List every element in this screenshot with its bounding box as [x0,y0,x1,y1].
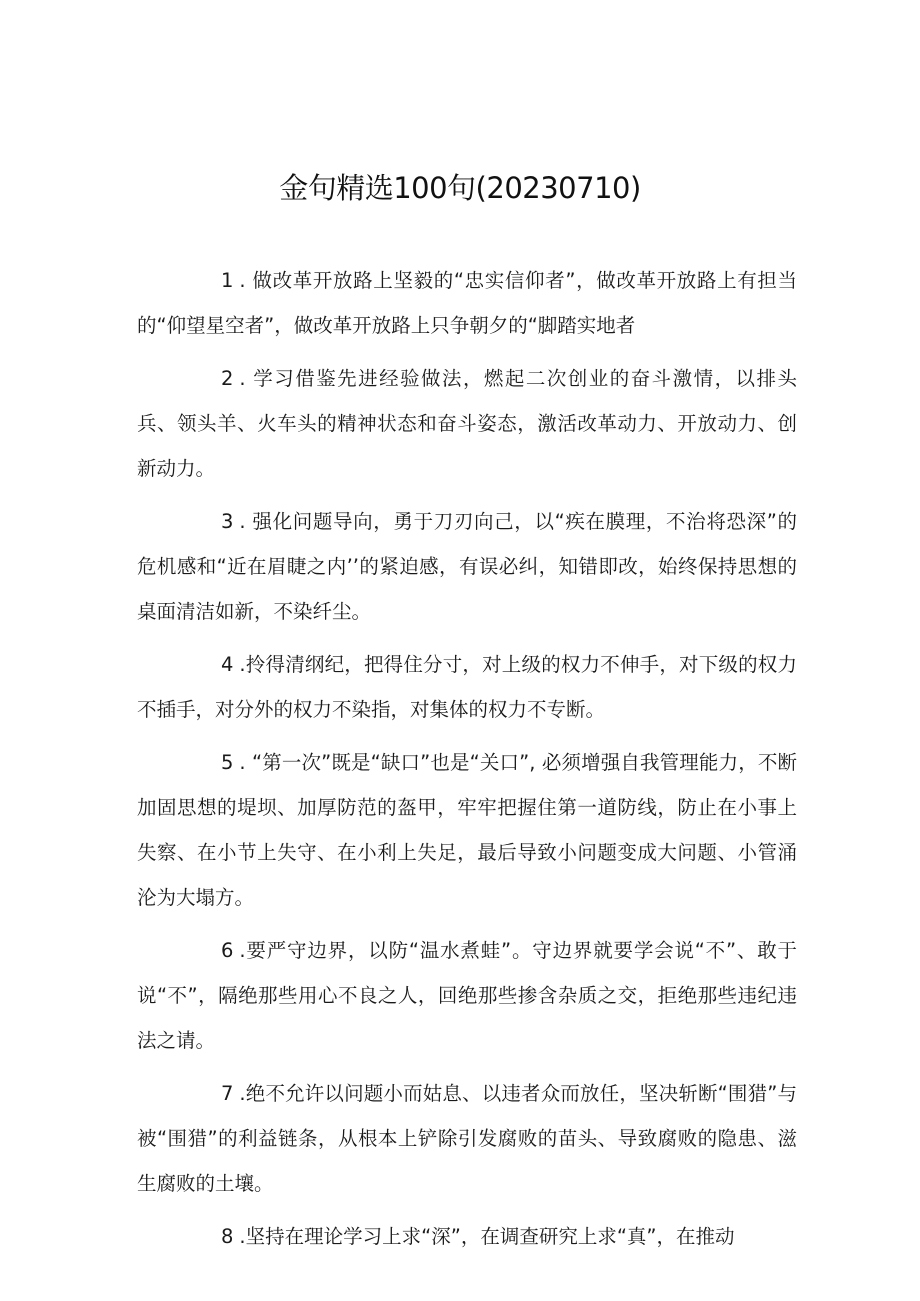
paragraph-number: 1 [221,269,234,292]
paragraph-text: .拎得清纲纪，把得住分寸，对上级的权力不伸手，对下级的权力不插手，对分外的权力不染指，对集体的权力不专断。 [137,653,797,721]
paragraph-text: .绝不允许以问题小而姑息、以违者众而放任，坚决斩断“围猎”与被“围猎”的利益链条，从根本上铲除引发腐败的苗头、导致腐败的隐患、滋生腐败的土壤。 [137,1082,797,1195]
paragraph-text: .坚持在理论学习上求“深”，在调查研究上求“真”，在推动 [239,1225,735,1248]
paragraph-5 [137,740,797,920]
paragraph-number: 3 [221,510,234,533]
paragraph-number: 2 [221,367,234,390]
paragraph-number: 8 [221,1225,234,1248]
paragraph-4 [137,642,797,732]
paragraph-8 [137,1214,797,1259]
paragraph-6 [137,928,797,1063]
paragraph-2 [137,356,797,491]
paragraph-number: 4 [221,653,234,676]
paragraph-text: . “第一次”既是“缺口”也是“关口”, 必须增强自我管理能力，不断加固思想的堤坝、加厚防范的盔甲，牢牢把握住第一道防线，防止在小事上失察、在小节上失守、在小利上失足，最后导致小问题变成大问题、小管涌沦为大塌方。 [137,751,797,909]
paragraph-text: . 做改革开放路上坚毅的“忠实信仰者”，做改革开放路上有担当的“仰望星空者”，做改革开放路上只争朝夕的“脚踏实地者 [137,269,797,337]
paragraph-text: . 学习借鉴先进经验做法，燃起二次创业的奋斗激情，以排头兵、领头羊、火车头的精神状态和奋斗姿态，激活改革动力、开放动力、创新动力。 [137,367,797,480]
paragraph-text: .要严守边界，以防“温水煮蛙”。守边界就要学会说“不”、敢于说“不”，隔绝那些用心不良之人，回绝那些掺含杂质之交，拒绝那些违纪违法之请。 [137,939,797,1052]
paragraph-number: 5 [221,751,234,774]
paragraph-number: 6 [221,939,234,962]
paragraph-7 [137,1071,797,1206]
paragraph-3 [137,499,797,634]
paragraph-number: 7 [221,1082,234,1105]
document-body [137,258,797,1267]
paragraph-1 [137,258,797,348]
document-title: 金句精选100句(20230710) [279,171,641,205]
paragraph-text: . 强化问题导向，勇于刀刃向己，以“疾在膜理，不治将恐深”的危机感和“近在眉睫之内’’的紧迫感，有误必纠，知错即改，始终保持思想的桌面清洁如新，不染纤尘。 [137,510,797,623]
